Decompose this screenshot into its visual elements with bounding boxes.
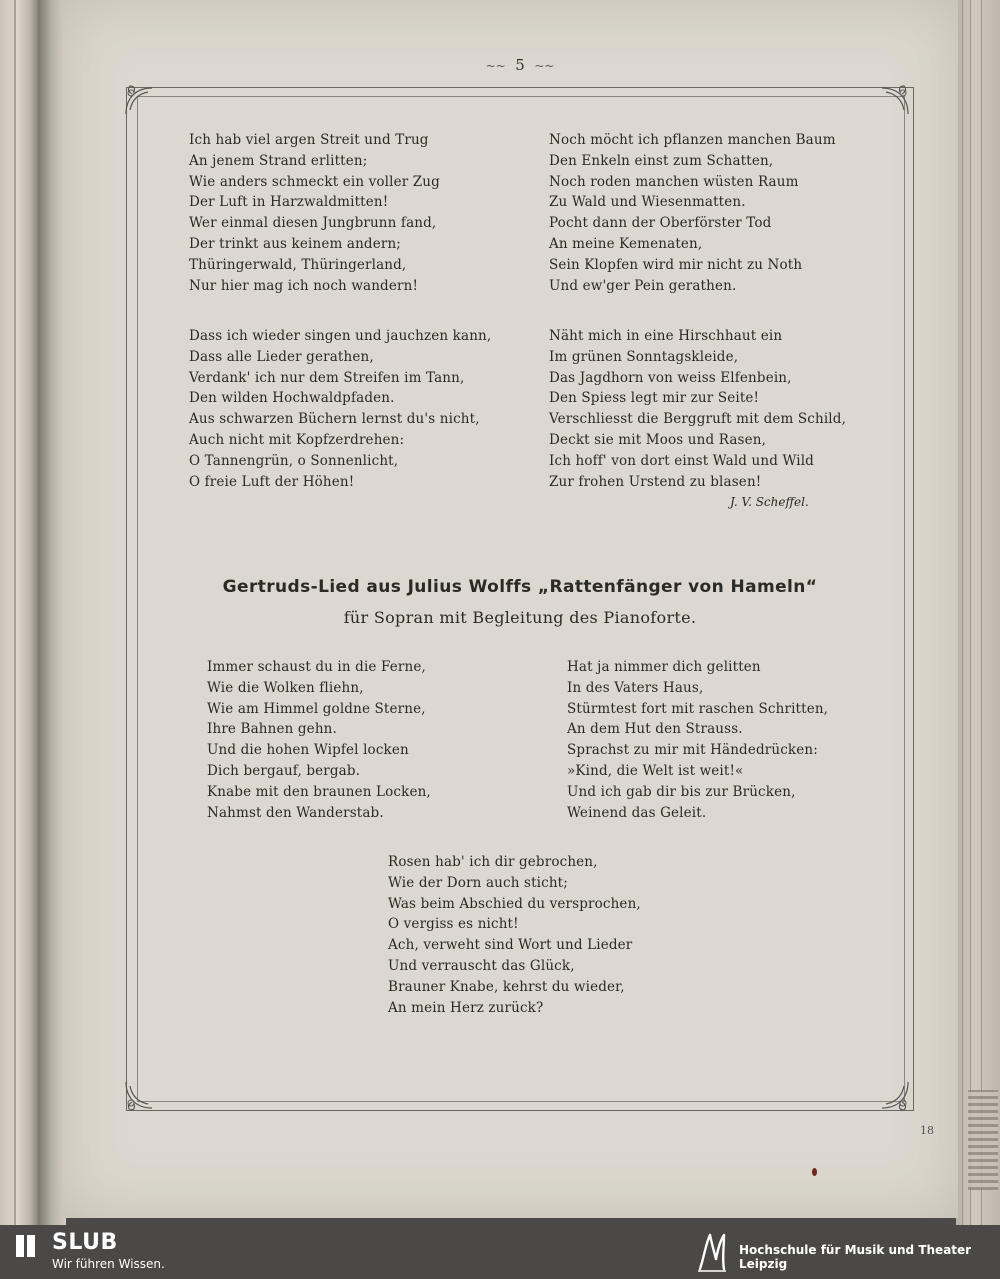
verse-line: Sprachst zu mir mit Händedrücken: xyxy=(567,742,818,759)
verse-line: Wer einmal diesen Jungbrunn fand, xyxy=(189,215,437,232)
side-mark: 18 xyxy=(920,1124,934,1137)
poem-subtitle: für Sopran mit Begleitung des Pianoforte. xyxy=(343,608,697,627)
verse-line: Im grünen Sonntagskleide, xyxy=(549,348,739,365)
verse-line: Und ew'ger Pein gerathen. xyxy=(549,277,737,294)
verse-line: Das Jagdhorn von weiss Elfenbein, xyxy=(549,369,792,386)
verse-line: Ich hoff' von dort einst Wald und Wild xyxy=(549,452,814,469)
verse-line: Näht mich in eine Hirschhaut ein xyxy=(549,328,783,344)
poem1-stanza2-left xyxy=(189,326,491,492)
verse-line: Stürmtest fort mit raschen Schritten, xyxy=(567,700,829,717)
verse-line: Dass ich wieder singen und jauchzen kann, xyxy=(189,328,492,344)
verse-line: Nahmst den Wanderstab. xyxy=(207,804,384,821)
verse-line: Knabe mit den braunen Locken, xyxy=(207,783,431,800)
verse-line: Dass alle Lieder gerathen, xyxy=(189,348,374,365)
page-number-value: 5 xyxy=(515,56,525,74)
poem2-stanza1-left xyxy=(207,657,431,823)
page-number xyxy=(440,56,600,74)
verse-line: Wie die Wolken fliehn, xyxy=(207,679,364,696)
verse-line: Verdank' ich nur dem Streifen im Tann, xyxy=(189,369,465,386)
verse-line: O Tannengrün, o Sonnenlicht, xyxy=(189,452,399,469)
slub-tagline: Wir führen Wissen. xyxy=(52,1257,165,1271)
verse-line: Und die hohen Wipfel locken xyxy=(207,742,409,759)
poem2-stanza1-right xyxy=(567,657,828,823)
verse-line: Verschliesst die Berggruft mit dem Schild, xyxy=(549,411,847,428)
verse-line: Auch nicht mit Kopfzerdrehen: xyxy=(189,431,405,448)
verse-line: Den wilden Hochwaldpfaden. xyxy=(189,390,395,407)
verse-line: Den Spiess legt mir zur Seite! xyxy=(549,390,760,407)
poem2-stanza3 xyxy=(388,852,641,1018)
poem-title: Gertruds-Lied aus Julius Wolffs „Rattenfänger von Hameln“ xyxy=(222,577,818,597)
verse-line: In des Vaters Haus, xyxy=(567,679,704,696)
verse-line: Ihre Bahnen gehn. xyxy=(207,721,337,738)
verse-line: Ach, verweht sind Wort und Lieder xyxy=(388,937,633,954)
corner-flourish-top-left xyxy=(122,84,156,118)
ornament-right: ~~ xyxy=(534,59,555,73)
verse-line: Zu Wald und Wiesenmatten. xyxy=(549,194,746,211)
verse-line: Was beim Abschied du versprochen, xyxy=(388,895,641,912)
verse-line: Pocht dann der Oberförster Tod xyxy=(549,215,772,232)
poem1-stanza2-right xyxy=(549,326,846,492)
poem1-stanza1-right xyxy=(549,130,836,296)
verse-line: Wie am Himmel goldne Sterne, xyxy=(207,700,426,717)
verse-line: An jenem Strand erlitten; xyxy=(189,152,368,169)
verse-line: Wie anders schmeckt ein voller Zug xyxy=(189,173,440,190)
verse-line: Zur frohen Urstend zu blasen! xyxy=(549,473,762,490)
corner-flourish-bottom-left xyxy=(122,1078,156,1112)
right-page-stack xyxy=(956,0,1000,1225)
verse-line: Hat ja nimmer dich gelitten xyxy=(567,659,761,675)
verse-line: Ich hab viel argen Streit und Trug xyxy=(189,132,429,148)
ink-spot xyxy=(812,1168,817,1176)
verse-line: Der Luft in Harzwaldmitten! xyxy=(189,194,389,211)
verse-line: Weinend das Geleit. xyxy=(567,804,707,821)
verse-line: O freie Luft der Höhen! xyxy=(189,473,355,490)
hfm-logo-icon[interactable] xyxy=(694,1229,732,1275)
verse-line: Den Enkeln einst zum Schatten, xyxy=(549,152,774,169)
verse-line: Und ich gab dir bis zur Brücken, xyxy=(567,783,796,800)
verse-line: Und verrauscht das Glück, xyxy=(388,957,575,974)
slub-logo-icon[interactable] xyxy=(14,1233,42,1259)
adjacent-left-page xyxy=(0,0,38,1225)
verse-line: Sein Klopfen wird mir nicht zu Noth xyxy=(549,256,803,273)
verse-line: Wie der Dorn auch sticht; xyxy=(388,874,568,891)
verse-line: Noch roden manchen wüsten Raum xyxy=(549,173,799,190)
slub-name[interactable]: SLUB xyxy=(52,1230,118,1255)
verse-line: Aus schwarzen Büchern lernst du's nicht, xyxy=(189,411,480,428)
verse-line: »Kind, die Welt ist weit!« xyxy=(567,762,744,779)
verse-line: An mein Herz zurück? xyxy=(388,999,544,1016)
poem1-stanza1-left xyxy=(189,130,440,296)
verse-line: Rosen hab' ich dir gebrochen, xyxy=(388,854,598,870)
verse-line: An dem Hut den Strauss. xyxy=(567,721,743,738)
verse-line: Deckt sie mit Moos und Rasen, xyxy=(549,431,767,448)
verse-line: O vergiss es nicht! xyxy=(388,916,519,933)
verse-line: Der trinkt aus keinem andern; xyxy=(189,235,401,252)
ornament-left: ~~ xyxy=(485,59,506,73)
verse-line: Brauner Knabe, kehrst du wieder, xyxy=(388,978,625,995)
corner-flourish-top-right xyxy=(878,84,912,118)
verse-line: Immer schaust du in die Ferne, xyxy=(207,659,426,675)
verse-line: Noch möcht ich pflanzen manchen Baum xyxy=(549,132,836,148)
verse-line: Thüringerwald, Thüringerland, xyxy=(189,256,407,273)
ornament-strip xyxy=(968,1090,998,1190)
author-signature: J. V. Scheffel. xyxy=(730,495,809,509)
hfm-name[interactable]: Hochschule für Musik und Theater Leipzig xyxy=(739,1243,972,1271)
corner-flourish-bottom-right xyxy=(878,1078,912,1112)
verse-line: Nur hier mag ich noch wandern! xyxy=(189,277,419,294)
footer-bar xyxy=(0,1225,1000,1278)
verse-line: Dich bergauf, bergab. xyxy=(207,762,361,779)
verse-line: An meine Kemenaten, xyxy=(549,235,703,252)
